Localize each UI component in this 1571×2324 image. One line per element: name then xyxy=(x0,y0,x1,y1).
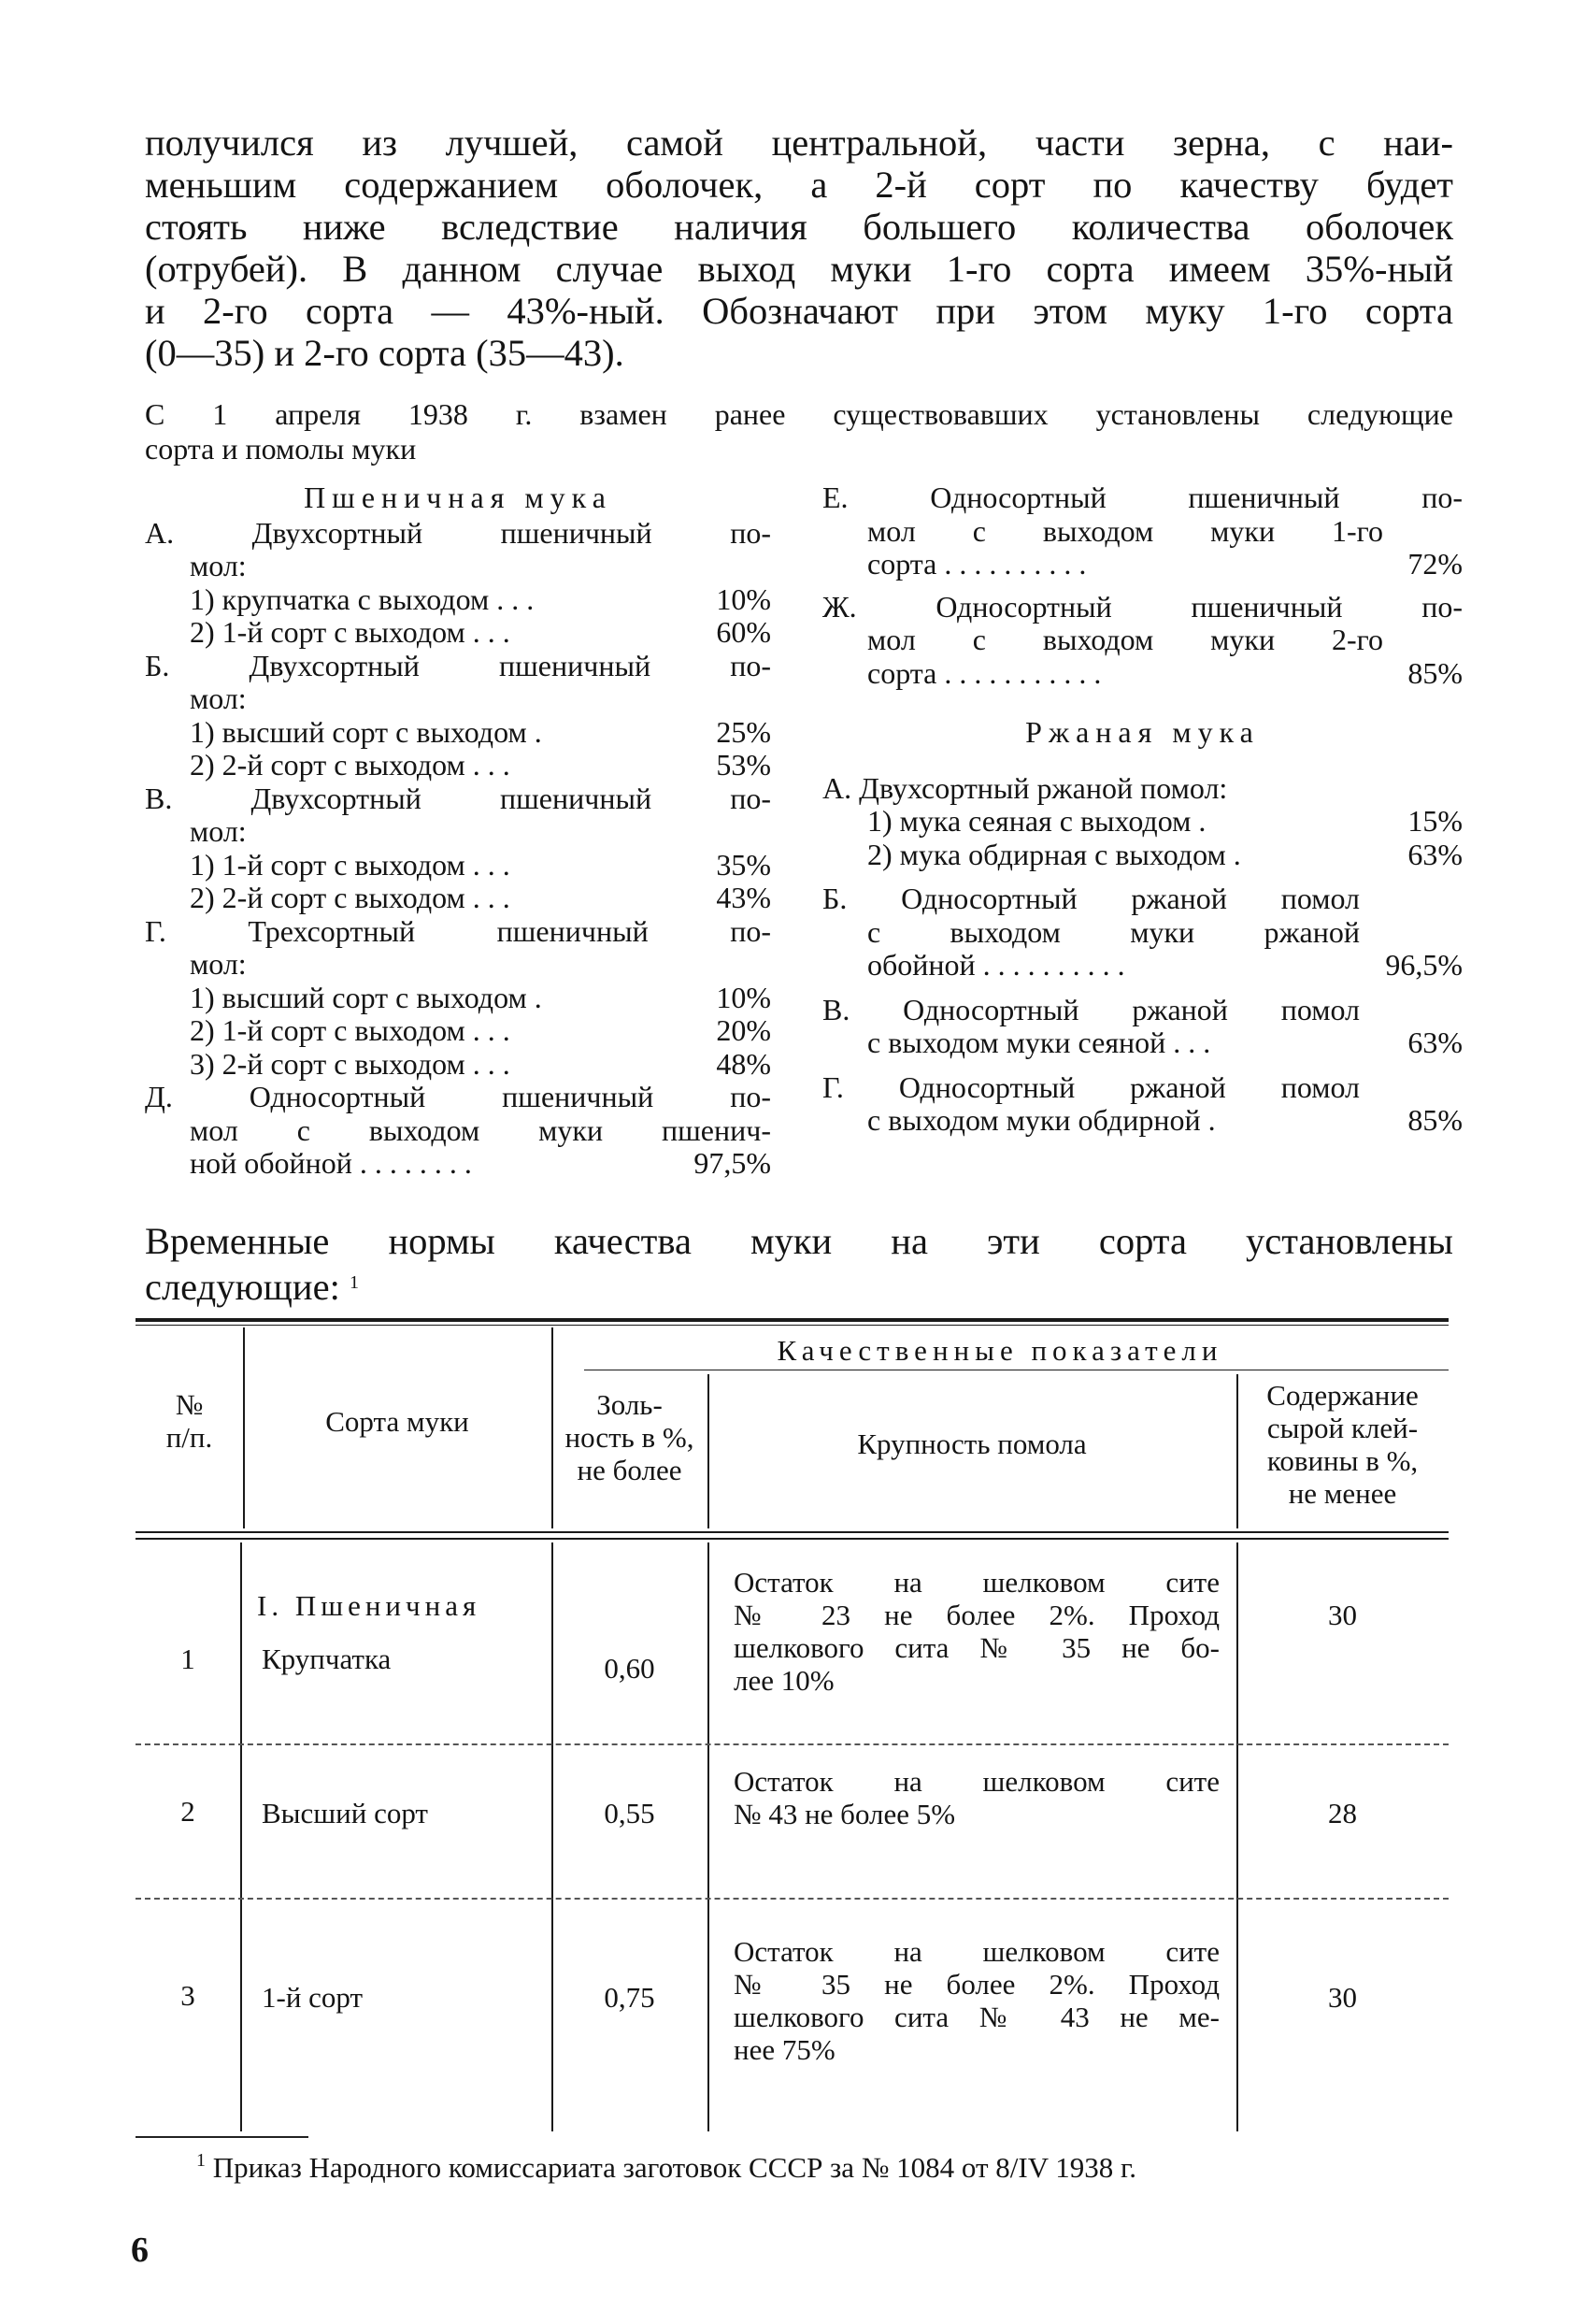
rye-g-row xyxy=(822,1104,1463,1138)
rye-b-row xyxy=(822,949,1463,983)
footnote-ref: 1 xyxy=(349,1272,359,1293)
row-grind xyxy=(734,1566,1220,1697)
wheat-e-row xyxy=(822,548,1463,581)
item-label: 2) 2-й сорт с выходом . . . xyxy=(190,882,510,914)
item-label: 2) 2-й сорт с выходом . . . xyxy=(190,749,510,782)
wheat-b-head: Б. Двухсортный пшеничный по- xyxy=(145,648,771,682)
item-label: 1) крупчатка с выходом . . . xyxy=(190,582,535,616)
col-ash-line: ность в %, xyxy=(564,1421,694,1454)
item-value: 43% xyxy=(716,881,771,914)
row-group-label: I. Пшеничная xyxy=(257,1589,481,1622)
intro-line: (0—35) и 2-го сорта (35—43). xyxy=(145,332,624,374)
item-label: 1) 1-й сорт с выходом . . . xyxy=(190,848,510,882)
item-value: 48% xyxy=(716,1046,771,1081)
col-no-line: № xyxy=(175,1388,204,1421)
quality-table xyxy=(136,1318,1449,2131)
grind-line: Остаток на шелковом сите xyxy=(734,1765,1220,1798)
wheat-b1-row xyxy=(145,716,771,750)
row-ash: 0,55 xyxy=(604,1797,655,1829)
item-value: 97,5% xyxy=(693,1146,771,1180)
row-number: 2 xyxy=(180,1795,195,1828)
rye-b-line: Б. Односортный ржаной помол xyxy=(822,882,1360,915)
row-ash: 0,60 xyxy=(604,1652,655,1685)
wheat-g3-row xyxy=(145,1048,771,1082)
item-value: 20% xyxy=(716,1013,771,1047)
rye-a2-row xyxy=(822,839,1463,872)
item-label: с выходом муки обдирной . xyxy=(867,1104,1216,1137)
wheat-zh-line: Ж. Односортный пшеничный по- xyxy=(822,589,1463,624)
row-gluten: 28 xyxy=(1328,1797,1357,1829)
grind-line: Остаток на шелковом сите xyxy=(734,1566,1220,1599)
wheat-d-row xyxy=(145,1147,771,1181)
wheat-a-head xyxy=(145,517,771,583)
row-ash: 0,75 xyxy=(604,1981,655,2014)
wheat-d-line: Д. Односортный пшеничный по- xyxy=(145,1080,771,1113)
wheat-zh-row xyxy=(822,657,1463,691)
row-number: 1 xyxy=(180,1643,195,1675)
grind-line: № 35 не более 2%. Проход xyxy=(734,1968,1220,2001)
col-gluten-line: ковины в %, xyxy=(1266,1444,1419,1477)
col-gluten-line: сырой клей- xyxy=(1266,1412,1419,1444)
wheat-zh-line: мол с выходом муки 2-го xyxy=(867,623,1383,656)
footnote-mark: 1 xyxy=(196,2150,206,2171)
wheat-v2-row xyxy=(145,882,771,915)
row-gluten: 30 xyxy=(1328,1981,1357,2014)
norms-line-text: следующие: xyxy=(145,1266,340,1308)
wheat-a-head-line: мол: xyxy=(190,549,247,582)
row-gluten: 30 xyxy=(1328,1599,1357,1631)
wheat-column xyxy=(145,481,771,1181)
grind-line: шелкового сита № 43 не ме- xyxy=(734,2001,1220,2033)
col-ash-line: не более xyxy=(577,1454,682,1486)
item-label: с выходом муки сеяной . . . xyxy=(867,1026,1211,1059)
item-label: ной обойной . . . . . . . . xyxy=(190,1147,472,1180)
grind-line: Остаток на шелковом сите xyxy=(734,1935,1220,1968)
intro-line: (отрубей). В данном случае выход муки 1-го сорта имеем 35%-ный xyxy=(145,248,1453,290)
decree-line: С 1 апреля 1938 г. взамен ранее существовавших установлены следующие xyxy=(145,397,1453,431)
rye-g-line: Г. Односортный ржаной помол xyxy=(822,1069,1360,1104)
grind-line: нее 75% xyxy=(734,2033,835,2066)
col-no-header xyxy=(136,1388,243,1454)
wheat-e-line: Е. Односортный пшеничный по- xyxy=(822,481,1463,514)
item-label: обойной . . . . . . . . . . xyxy=(867,949,1125,982)
norms-paragraph xyxy=(145,1220,1453,1308)
wheat-b-head-2: мол: xyxy=(190,681,247,715)
item-label: 1) высший сорт с выходом . xyxy=(190,715,542,749)
wheat-heading: Пшеничная мука xyxy=(304,481,612,514)
item-value: 15% xyxy=(1407,804,1463,838)
item-value: 85% xyxy=(1407,655,1463,690)
rye-a1-row xyxy=(822,805,1463,839)
norms-line xyxy=(145,1262,1453,1308)
item-label: 1) мука сеяная с выходом . xyxy=(867,805,1207,838)
row-sort: Крупчатка xyxy=(262,1643,392,1675)
wheat-g2-row xyxy=(145,1014,771,1048)
row-grind xyxy=(734,1935,1220,2066)
col-no-line: п/п. xyxy=(165,1421,213,1454)
item-value: 10% xyxy=(716,581,771,616)
wheat-a-head-line: А. Двухсортный пшеничный по- xyxy=(145,515,771,550)
item-label: сорта . . . . . . . . . . . xyxy=(867,656,1102,690)
rye-heading: Ржаная мука xyxy=(1025,715,1260,749)
item-label: 2) 1-й сорт с выходом . . . xyxy=(190,616,510,649)
grind-line: № 43 не более 5% xyxy=(734,1798,956,1830)
intro-line: и 2-го сорта — 43%-ный. Обозначают при этом муку 1-го сорта xyxy=(145,290,1453,332)
rye-v-line: В. Односортный ржаной помол xyxy=(822,992,1360,1026)
row-sort: Высший сорт xyxy=(262,1797,428,1829)
item-value: 72% xyxy=(1407,547,1463,581)
row-number: 3 xyxy=(180,1979,195,2012)
rye-b-line: с выходом муки ржаной xyxy=(867,914,1360,949)
item-value: 63% xyxy=(1407,1026,1463,1059)
intro-line: стоять ниже вследствие наличия большего количества оболочек xyxy=(145,206,1453,248)
grind-line: лее 10% xyxy=(734,1664,835,1697)
grind-line: шелкового сита № 35 не бо- xyxy=(734,1631,1220,1664)
item-value: 96,5% xyxy=(1385,948,1463,982)
rye-a-head: А. Двухсортный ржаной помол: xyxy=(822,770,1228,805)
item-value: 63% xyxy=(1407,837,1463,871)
item-value: 35% xyxy=(716,847,771,882)
decree-paragraph xyxy=(145,397,1453,466)
wheat-a1-row xyxy=(145,583,771,617)
wheat-g-head-2: мол: xyxy=(190,947,247,981)
col-grind-header: Крупность помола xyxy=(857,1427,1087,1460)
item-label: 3) 2-й сорт с выходом . . . xyxy=(190,1047,510,1081)
item-value: 10% xyxy=(716,980,771,1014)
norms-line: Временные нормы качества муки на эти сорта установлены xyxy=(145,1220,1453,1262)
item-value: 60% xyxy=(716,615,771,649)
item-label: 2) 1-й сорт с выходом . . . xyxy=(190,1014,510,1047)
page-number: 6 xyxy=(131,2231,149,2270)
col-ash-header xyxy=(551,1388,707,1486)
wheat-b2-row xyxy=(145,749,771,782)
wheat-e-line: мол с выходом муки 1-го xyxy=(867,513,1383,548)
item-label: 1) высший сорт с выходом . xyxy=(190,981,542,1014)
intro-line: получился из лучшей, самой центральной, части зерна, с наи- xyxy=(145,122,1453,164)
wheat-v1-row xyxy=(145,849,771,882)
col-gluten-header xyxy=(1236,1379,1449,1510)
intro-line: меньшим содержанием оболочек, а 2-й сорт по качеству будет xyxy=(145,164,1453,206)
col-gluten-line: Содержание xyxy=(1266,1379,1419,1412)
grind-line: № 23 не более 2%. Проход xyxy=(734,1599,1220,1631)
col-gluten-line: не менее xyxy=(1288,1477,1397,1510)
wheat-g1-row xyxy=(145,982,771,1015)
item-label: 2) мука обдирная с выходом . xyxy=(867,838,1241,871)
decree-line: сорта и помолы муки xyxy=(145,432,417,466)
footnote-text: Приказ Народного комиссариата заготовок СССР за № 1084 от 8/IV 1938 г. xyxy=(212,2151,1137,2184)
wheat-a2-row xyxy=(145,616,771,650)
wheat-v-head-2: мол: xyxy=(190,814,247,848)
intro-paragraph xyxy=(145,122,1453,374)
wheat-d-line: мол с выходом муки пшенич- xyxy=(190,1112,771,1147)
row-sort: 1-й сорт xyxy=(262,1981,364,2014)
rye-v-row xyxy=(822,1026,1463,1060)
col-ash-line: Золь- xyxy=(596,1388,663,1421)
item-value: 25% xyxy=(716,714,771,749)
footnote-rule xyxy=(136,2136,308,2138)
item-value: 53% xyxy=(716,748,771,782)
wheat-v-head: В. Двухсортный пшеничный по- xyxy=(145,781,771,815)
item-value: 85% xyxy=(1407,1103,1463,1137)
wheat-g-head: Г. Трехсортный пшеничный по- xyxy=(145,913,771,948)
col-sort-header: Сорта муки xyxy=(325,1405,469,1438)
right-column xyxy=(822,481,1463,1138)
group-header: Качественные показатели xyxy=(777,1334,1223,1367)
footnote xyxy=(196,2144,1136,2185)
item-label: сорта . . . . . . . . . . xyxy=(867,548,1087,581)
row-grind xyxy=(734,1765,1220,1830)
